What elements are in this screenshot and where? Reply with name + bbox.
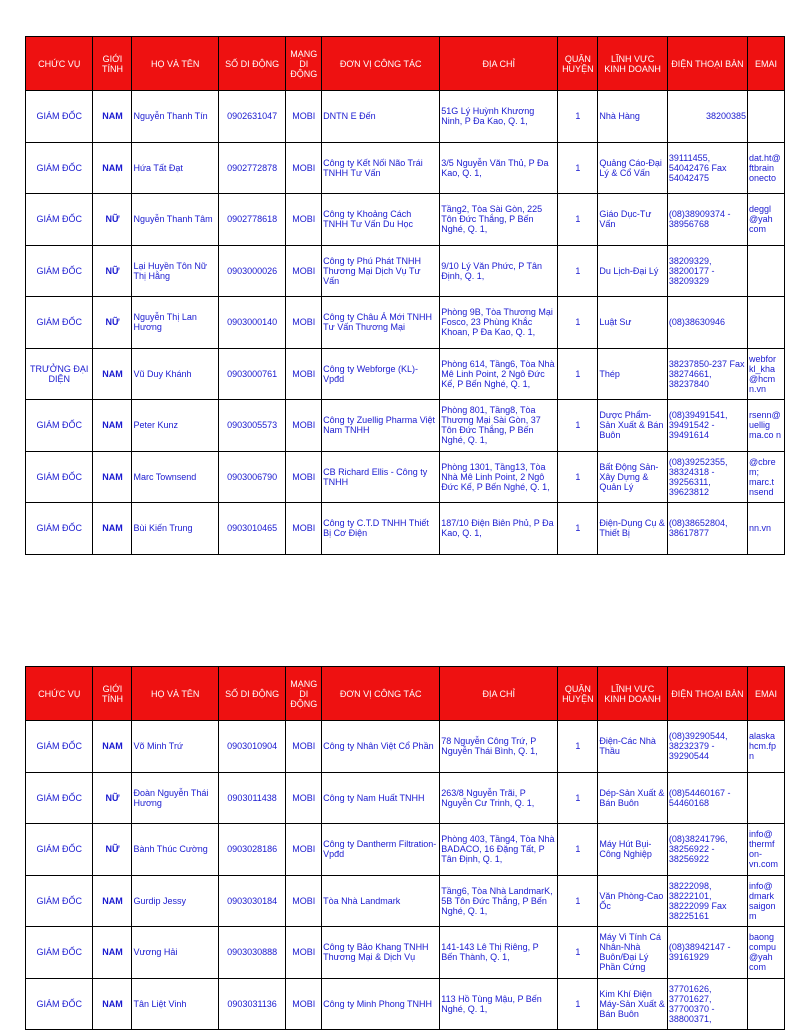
cell-business: Dép-Sản Xuất & Bán Buôn <box>598 772 668 824</box>
cell-email <box>748 245 785 297</box>
cell-network: MOBI <box>286 451 322 503</box>
cell-network: MOBI <box>286 772 322 824</box>
cell-network: MOBI <box>286 297 322 349</box>
header-gender: GIỚI TÍNH <box>93 37 132 91</box>
table-row <box>26 91 785 143</box>
header-email: EMAI <box>748 37 785 91</box>
cell-district: 1 <box>558 721 598 773</box>
cell-landline: (08)54460167 - 54460168 <box>667 772 747 824</box>
table-row <box>26 400 785 452</box>
cell-district: 1 <box>558 348 598 400</box>
cell-email: webfor kl_kha @hcm n.vn <box>748 348 785 400</box>
cell-network: MOBI <box>286 824 322 876</box>
table-row <box>26 927 785 979</box>
cell-company: Công ty Webforge (KL)-Vpđd <box>322 348 440 400</box>
cell-fullname: Vũ Duy Khánh <box>132 348 218 400</box>
header-network: MẠNG DI ĐỘNG <box>286 37 322 91</box>
cell-landline: 39111455, 54042476 Fax 54042475 <box>667 142 747 194</box>
cell-district: 1 <box>558 245 598 297</box>
table-row <box>26 824 785 876</box>
cell-network: MOBI <box>286 245 322 297</box>
cell-landline: (08)38241796, 38256922 - 38256922 <box>667 824 747 876</box>
cell-address: Phòng 403, Tầng4, Tòa Nhà BADACO, 16 Đặng Tất, P Tân Định, Q. 1, <box>440 824 558 876</box>
cell-business: Văn Phòng-Cao Ốc <box>598 875 668 927</box>
header-row <box>26 37 785 91</box>
table-row <box>26 721 785 773</box>
cell-business: Luật Sư <box>598 297 668 349</box>
cell-address: 78 Nguyễn Công Trứ, P Nguyễn Thái Bình, Q. 1, <box>440 721 558 773</box>
table-row <box>26 978 785 1030</box>
header-address: ĐỊA CHỈ <box>440 667 558 721</box>
cell-company: Công ty Khoảng Cách TNHH Tư Vấn Du Học <box>322 194 440 246</box>
cell-mobile: 0903031136 <box>218 978 285 1030</box>
cell-address: Phòng 1301, Tầng13, Tòa Nhà Mê Linh Point, 2 Ngô Đức Kế, P Bến Nghé, Q. 1, <box>440 451 558 503</box>
cell-email <box>748 91 785 143</box>
table-2-body <box>26 721 785 1030</box>
header-mobile: SỐ DI ĐỘNG <box>218 667 285 721</box>
cell-landline: (08)38652804, 38617877 <box>667 503 747 555</box>
cell-network: MOBI <box>286 142 322 194</box>
cell-gender: NAM <box>93 503 132 555</box>
cell-network: MOBI <box>286 875 322 927</box>
header-landline: ĐIỆN THOẠI BÀN <box>667 37 747 91</box>
cell-district: 1 <box>558 91 598 143</box>
cell-fullname: Võ Minh Trứ <box>132 721 218 773</box>
cell-email: nn.vn <box>748 503 785 555</box>
cell-address: 51G Lý Huỳnh Khương Ninh, P Đa Kao, Q. 1, <box>440 91 558 143</box>
cell-address: Phòng 801, Tầng8, Tòa Thương Mại Sài Gòn, 37 Tôn Đức Thắng, P Bến Nghé, Q. 1, <box>440 400 558 452</box>
contacts-table-2 <box>25 666 785 1030</box>
cell-gender: NAM <box>93 348 132 400</box>
cell-position: GIÁM ĐỐC <box>26 297 93 349</box>
header-position: CHỨC VỤ <box>26 37 93 91</box>
cell-address: Phòng 9B, Tòa Thương Mại Fosco, 23 Phùng Khắc Khoan, P Đa Kao, Q. 1, <box>440 297 558 349</box>
cell-landline: (08)38942147 - 39161929 <box>667 927 747 979</box>
cell-fullname: Nguyễn Thị Lan Hương <box>132 297 218 349</box>
cell-gender: NAM <box>93 927 132 979</box>
cell-gender: NỮ <box>93 772 132 824</box>
table-row <box>26 772 785 824</box>
cell-business: Bất Động Sản-Xây Dựng & Quản Lý <box>598 451 668 503</box>
cell-address: Tầng6, Tòa Nhà LandmarK, 5B Tôn Đức Thắng, P Bến Nghé, Q. 1, <box>440 875 558 927</box>
cell-position: GIÁM ĐỐC <box>26 503 93 555</box>
cell-fullname: Marc Townsend <box>132 451 218 503</box>
cell-gender: NỮ <box>93 245 132 297</box>
cell-mobile: 0903030888 <box>218 927 285 979</box>
cell-business: Dược Phẩm-Sản Xuất & Bán Buôn <box>598 400 668 452</box>
cell-company: CB Richard Ellis - Công ty TNHH <box>322 451 440 503</box>
cell-network: MOBI <box>286 348 322 400</box>
cell-fullname: Vương Hải <box>132 927 218 979</box>
cell-email <box>748 772 785 824</box>
cell-address: 263/8 Nguyễn Trãi, P Nguyễn Cư Trinh, Q. 1, <box>440 772 558 824</box>
cell-company: Công ty C.T.D TNHH Thiết Bị Cơ Điện <box>322 503 440 555</box>
cell-email: dat.ht@ ftbrain onecto <box>748 142 785 194</box>
cell-landline: 38209329, 38200177 - 38209329 <box>667 245 747 297</box>
cell-network: MOBI <box>286 91 322 143</box>
cell-fullname: Peter Kunz <box>132 400 218 452</box>
cell-company: Công ty Kết Nối Não Trái TNHH Tư Vấn <box>322 142 440 194</box>
cell-landline: 38237850-237 Fax 38274661, 38237840 <box>667 348 747 400</box>
cell-fullname: Tân Liệt Vinh <box>132 978 218 1030</box>
cell-company: Công ty Zuellig Pharma Việt Nam TNHH <box>322 400 440 452</box>
cell-company: Công ty Dantherm Filtration-Vpđd <box>322 824 440 876</box>
cell-mobile: 0903000140 <box>218 297 285 349</box>
table-row <box>26 245 785 297</box>
cell-district: 1 <box>558 927 598 979</box>
cell-email: alaska hcm.fp n <box>748 721 785 773</box>
cell-landline: (08)38909374 - 38956768 <box>667 194 747 246</box>
cell-mobile: 0903010904 <box>218 721 285 773</box>
cell-email: baong compu @yah com <box>748 927 785 979</box>
cell-company: Công ty Nam Huất TNHH <box>322 772 440 824</box>
cell-mobile: 0903011438 <box>218 772 285 824</box>
cell-gender: NAM <box>93 142 132 194</box>
table-row <box>26 194 785 246</box>
cell-gender: NAM <box>93 721 132 773</box>
cell-landline: (08)39290544, 38232379 - 39290544 <box>667 721 747 773</box>
cell-email <box>748 297 785 349</box>
cell-position: GIÁM ĐỐC <box>26 245 93 297</box>
cell-mobile: 0903005573 <box>218 400 285 452</box>
cell-address: 9/10 Lý Văn Phức, P Tân Định, Q. 1, <box>440 245 558 297</box>
cell-district: 1 <box>558 772 598 824</box>
cell-position: GIÁM ĐỐC <box>26 142 93 194</box>
header-business: LĨNH VỰC KINH DOANH <box>598 667 668 721</box>
cell-mobile: 0903000026 <box>218 245 285 297</box>
cell-district: 1 <box>558 142 598 194</box>
cell-district: 1 <box>558 451 598 503</box>
cell-mobile: 0902778618 <box>218 194 285 246</box>
cell-district: 1 <box>558 503 598 555</box>
cell-fullname: Nguyễn Thanh Tâm <box>132 194 218 246</box>
cell-network: MOBI <box>286 194 322 246</box>
cell-email <box>748 978 785 1030</box>
cell-district: 1 <box>558 400 598 452</box>
cell-fullname: Nguyễn Thanh Tín <box>132 91 218 143</box>
cell-email: deggl @yah com <box>748 194 785 246</box>
header-district: QUẬN HUYỆN <box>558 37 598 91</box>
cell-business: Giáo Dục-Tư Vấn <box>598 194 668 246</box>
cell-position: GIÁM ĐỐC <box>26 451 93 503</box>
table-row <box>26 875 785 927</box>
cell-business: Du Lịch-Đại Lý <box>598 245 668 297</box>
header-network: MẠNG DI ĐỘNG <box>286 667 322 721</box>
cell-district: 1 <box>558 824 598 876</box>
cell-fullname: Gurdip Jessy <box>132 875 218 927</box>
cell-position: GIÁM ĐỐC <box>26 927 93 979</box>
cell-mobile: 0903030184 <box>218 875 285 927</box>
cell-business: Điện-Dụng Cụ & Thiết Bị <box>598 503 668 555</box>
cell-position: GIÁM ĐỐC <box>26 91 93 143</box>
table-row <box>26 503 785 555</box>
cell-landline: (08)38630946 <box>667 297 747 349</box>
header-row <box>26 667 785 721</box>
cell-gender: NỮ <box>93 297 132 349</box>
cell-mobile: 0902631047 <box>218 91 285 143</box>
cell-business: Máy Vi Tính Cá Nhân-Nhà Buôn/Đại Lý Phần Cứng <box>598 927 668 979</box>
cell-address: Phòng 614, Tầng6, Tòa Nhà Mê Linh Point, 2 Ngô Đức Kế, P Bến Nghé, Q. 1, <box>440 348 558 400</box>
cell-company: Công ty Minh Phong TNHH <box>322 978 440 1030</box>
header-district: QUẬN HUYỆN <box>558 667 598 721</box>
cell-mobile: 0903028186 <box>218 824 285 876</box>
cell-landline: (08)39252355, 38324318 - 39256311, 39623812 <box>667 451 747 503</box>
cell-gender: NAM <box>93 451 132 503</box>
cell-mobile: 0903006790 <box>218 451 285 503</box>
cell-district: 1 <box>558 297 598 349</box>
header-company: ĐƠN VỊ CÔNG TÁC <box>322 667 440 721</box>
cell-address: 113 Hồ Tùng Mậu, P Bến Nghé, Q. 1, <box>440 978 558 1030</box>
cell-mobile: 0903000761 <box>218 348 285 400</box>
cell-company: Công ty Nhân Việt Cổ Phần <box>322 721 440 773</box>
table-row <box>26 451 785 503</box>
cell-position: TRƯỞNG ĐẠI DIỆN <box>26 348 93 400</box>
cell-mobile: 0903010465 <box>218 503 285 555</box>
cell-company: Công ty Bảo Khang TNHH Thương Mại & Dịch Vụ <box>322 927 440 979</box>
cell-business: Máy Hút Bụi-Công Nghiệp <box>598 824 668 876</box>
cell-position: GIÁM ĐỐC <box>26 978 93 1030</box>
cell-fullname: Hứa Tất Đạt <box>132 142 218 194</box>
cell-gender: NAM <box>93 91 132 143</box>
cell-fullname: Lại Huyền Tôn Nữ Thị Hằng <box>132 245 218 297</box>
cell-position: GIÁM ĐỐC <box>26 194 93 246</box>
header-landline: ĐIỆN THOẠI BÀN <box>667 667 747 721</box>
header-position: CHỨC VỤ <box>26 667 93 721</box>
contacts-table-1 <box>25 36 785 555</box>
cell-landline: (08)39491541, 39491542 - 39491614 <box>667 400 747 452</box>
table-row <box>26 348 785 400</box>
cell-email: info@ dmark saigon m <box>748 875 785 927</box>
cell-network: MOBI <box>286 927 322 979</box>
cell-address: 3/5 Nguyễn Văn Thủ, P Đa Kao, Q. 1, <box>440 142 558 194</box>
cell-address: 187/10 Điện Biên Phủ, P Đa Kao, Q. 1, <box>440 503 558 555</box>
cell-fullname: Bùi Kiến Trung <box>132 503 218 555</box>
cell-gender: NỮ <box>93 824 132 876</box>
header-mobile: SỐ DI ĐỘNG <box>218 37 285 91</box>
cell-business: Nhà Hàng <box>598 91 668 143</box>
cell-network: MOBI <box>286 978 322 1030</box>
cell-email: info@ thermf on-vn.com <box>748 824 785 876</box>
cell-landline: 38222098, 38222101, 38222099 Fax 38225161 <box>667 875 747 927</box>
cell-address: 141-143 Lê Thị Riêng, P Bến Thành, Q. 1, <box>440 927 558 979</box>
table-1-body <box>26 91 785 555</box>
cell-company: DNTN E Đến <box>322 91 440 143</box>
header-fullname: HỌ VÀ TÊN <box>132 37 218 91</box>
cell-network: MOBI <box>286 721 322 773</box>
cell-position: GIÁM ĐỐC <box>26 400 93 452</box>
cell-gender: NAM <box>93 978 132 1030</box>
cell-district: 1 <box>558 194 598 246</box>
header-address: ĐỊA CHỈ <box>440 37 558 91</box>
cell-network: MOBI <box>286 400 322 452</box>
cell-company: Công ty Phú Phát TNHH Thương Mại Dịch Vụ Tư Vấn <box>322 245 440 297</box>
cell-position: GIÁM ĐỐC <box>26 824 93 876</box>
cell-fullname: Đoàn Nguyễn Thái Hương <box>132 772 218 824</box>
cell-district: 1 <box>558 875 598 927</box>
cell-landline: 37701626, 37701627, 37700370 - 38800371, <box>667 978 747 1030</box>
cell-position: GIÁM ĐỐC <box>26 721 93 773</box>
cell-position: GIÁM ĐỐC <box>26 875 93 927</box>
cell-fullname: Bành Thúc Cường <box>132 824 218 876</box>
header-email: EMAI <box>748 667 785 721</box>
cell-business: Kim Khí Điện Máy-Sản Xuất & Bán Buôn <box>598 978 668 1030</box>
cell-business: Điện-Các Nhà Thầu <box>598 721 668 773</box>
table-row <box>26 297 785 349</box>
cell-business: Thép <box>598 348 668 400</box>
header-business: LĨNH VỰC KINH DOANH <box>598 37 668 91</box>
cell-email: rsenn@ uellig ma.co n <box>748 400 785 452</box>
cell-gender: NAM <box>93 400 132 452</box>
cell-company: Công ty Châu Á Mới TNHH Tư Vấn Thương Mại <box>322 297 440 349</box>
cell-network: MOBI <box>286 503 322 555</box>
table-row <box>26 142 785 194</box>
header-gender: GIỚI TÍNH <box>93 667 132 721</box>
header-fullname: HỌ VÀ TÊN <box>132 667 218 721</box>
cell-mobile: 0902772878 <box>218 142 285 194</box>
cell-business: Quảng Cáo-Đại Lý & Cổ Vấn <box>598 142 668 194</box>
cell-address: Tầng2, Tòa Sài Gòn, 225 Tôn Đức Thắng, P Bến Nghé, Q. 1, <box>440 194 558 246</box>
cell-gender: NỮ <box>93 194 132 246</box>
cell-position: GIÁM ĐỐC <box>26 772 93 824</box>
cell-gender: NAM <box>93 875 132 927</box>
cell-district: 1 <box>558 978 598 1030</box>
cell-email: @cbre m; marc.t nsend <box>748 451 785 503</box>
cell-company: Tòa Nhà Landmark <box>322 875 440 927</box>
cell-landline: 38200385 <box>667 91 747 143</box>
header-company: ĐƠN VỊ CÔNG TÁC <box>322 37 440 91</box>
